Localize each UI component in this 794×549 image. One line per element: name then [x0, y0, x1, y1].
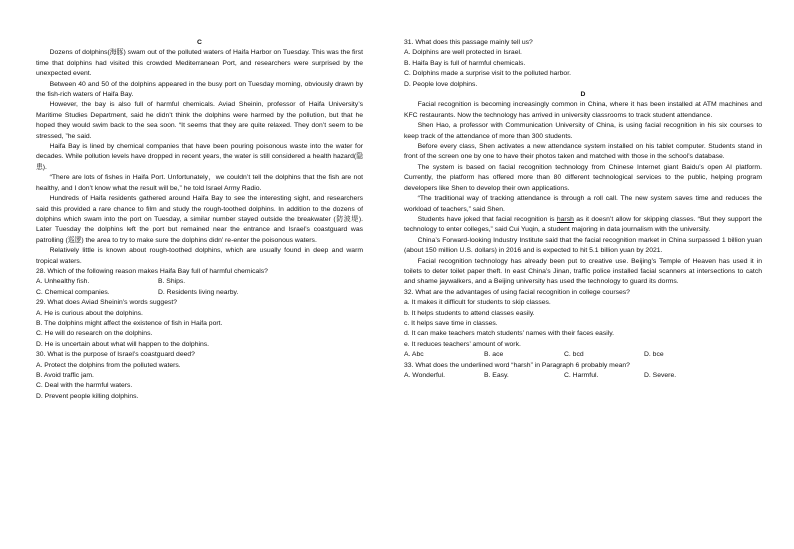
- option-d: D. He is uncertain about what will happen to the dolphins.: [36, 340, 210, 348]
- option-a: A. Abc: [404, 351, 424, 359]
- option-a: A. Wonderful.: [404, 372, 446, 379]
- question-33: 33. What does the underlined word “harsh” in Paragraph 6 probably mean?: [404, 361, 630, 369]
- option-d: D. Severe.: [644, 372, 677, 379]
- option-d: D. Prevent people killing dolphins.: [36, 392, 139, 400]
- option-a: A. Dolphins are well protected in Israel.: [404, 49, 522, 57]
- option-a: A. Protect the dolphins from the polluted waters.: [36, 361, 181, 369]
- option-c: C. Harmful.: [564, 372, 599, 379]
- harsh-text-after: as it doesn’t allow for skipping classes. “But they support the technology to enter colleges,” said Cui Yuqin, a student majoring in data journalism with the university.: [404, 215, 763, 234]
- option-a: A. He is curious about the dolphins.: [36, 309, 143, 317]
- option-c: C. Chemical companies.: [36, 288, 110, 296]
- option-b: B. ace: [484, 351, 504, 359]
- left-column: [36, 38, 363, 402]
- option-b: B. Haifa Bay is full of harmful chemicals.: [404, 59, 526, 67]
- passage-c-paragraph: However, the bay is also full of harmful chemicals. Aviad Sheinin, professor of Haifa University’s Maritime Studies Department, said he didn’t think the dolphins were harmed by the pollution, but that he hoped they would swim back to the sea soon. “It seems that they are quite relaxed. They don’t seem to be stressed, ”he said.: [36, 101, 363, 140]
- passage-d-paragraph: Facial recognition is becoming increasingly common in China, where it has been installed at ATM machines and KFC restaurants. Now the technology has arrived in university classrooms to track student attendance.: [404, 101, 762, 119]
- statement-c: c. It helps save time in classes.: [404, 319, 498, 327]
- question-33-options: [404, 371, 762, 381]
- question-28-options: [36, 288, 363, 298]
- option-d: D. People love dolphins.: [404, 80, 478, 88]
- passage-d-paragraph: The system is based on facial recognition technology from Chinese Internet giant Baidu’s open AI platform. Currently, the platform has offered more than 80 different technological services to the public, helping program developers like Shen to develop their own applications.: [404, 163, 762, 192]
- option-c: C. He will do research on the dolphins.: [36, 330, 153, 338]
- question-29: 29. What does Aviad Sheinin’s words suggest?: [36, 299, 178, 307]
- underlined-word-harsh: harsh: [556, 215, 574, 223]
- passage-c-paragraph: Hundreds of Haifa residents gathered around Haifa Bay to see the interesting sight, and researchers said this provided a rare chance to film and study the rough-toothed dolphins. In addition to the dozens of dolphins which swam into the port on Tuesday, a similar number stayed outside the breakwater (防波堤). Later Tuesday the dolphins left the port but remained near the entrance and Israel’s coastguard was patrolling (巡逻) the area to try to make sure the dolphins didn’ re-enter the poisonous waters.: [36, 195, 363, 244]
- passage-c-paragraph: Between 40 and 50 of the dolphins appeared in the busy port on Tuesday morning, obviously drawn by the fish-rich waters of Haifa Bay.: [36, 80, 363, 99]
- statement-d: d. It can make teachers match students’ names with their faces easily.: [404, 330, 615, 338]
- option-a: A. Unhealthy fish.: [36, 278, 90, 286]
- passage-c-paragraph: Dozens of dolphins(海豚) swam out of the polluted waters of Haifa Harbor on Tuesday. This was the first time that dolphins had visited this crowded Mediterranean Port, and researchers were surprised by the unexpected event.: [36, 49, 363, 78]
- statement-b: b. It helps students to attend classes easily.: [404, 309, 535, 317]
- statement-a: a. It makes it difficult for students to skip classes.: [404, 299, 551, 307]
- passage-d-paragraph: Shen Hao, a professor with Communication University of China, is using facial recognition in his six courses to keep track of the attendance of more than 300 students.: [404, 122, 762, 140]
- passage-d-paragraph: “The traditional way of tracking attendance is through a roll call. The new system saves time and reduces the workload of teachers,” said Shen.: [404, 195, 762, 213]
- option-b: B. Ships.: [158, 278, 186, 286]
- section-c-heading: C: [197, 39, 202, 46]
- option-c: C. Deal with the harmful waters.: [36, 382, 133, 390]
- option-b: B. The dolphins might affect the existence of fish in Haifa port.: [36, 319, 223, 327]
- passage-d-paragraph-harsh: [404, 215, 762, 236]
- option-d: D. bce: [644, 351, 664, 359]
- question-32: 32. What are the advantages of using facial recognition in college courses?: [404, 288, 630, 296]
- passage-d-paragraph: China’s Forward-looking Industry Institute said that the facial recognition market in China surpassed 1 billion yuan (about 150 million U.S. dollars) in 2016 and is expected to hit 5.1 billion yuan by 2021.: [404, 236, 762, 255]
- option-b: B. Easy.: [484, 372, 509, 379]
- option-c: C. Dolphins made a surprise visit to the polluted harbor.: [404, 70, 571, 78]
- passage-c-paragraph: Relatively little is known about rough-toothed dolphins, which are usually found in deep and warm tropical waters.: [36, 247, 363, 265]
- option-b: B. Avoid traffic jam.: [36, 372, 94, 379]
- question-32-options: [404, 350, 762, 360]
- harsh-text-before: Students have joked that facial recognition is: [417, 215, 557, 223]
- option-c: C. bcd: [564, 351, 584, 359]
- question-28-options: [36, 277, 363, 287]
- section-d-heading: D: [580, 91, 586, 99]
- option-d: D. Residents living nearby.: [158, 288, 239, 296]
- passage-c-paragraph: “There are lots of fishes in Haifa Port. Unfortunately，we couldn’t tell the dolphins that the fish are not healthy, and I don’t know what the result will be,” he told Israel Army Radio.: [36, 174, 363, 192]
- passage-d-paragraph: Facial recognition technology has already been put to creative use. Beijing’s Temple of Heaven has used it in toilets to deter toilet paper theft. In east China’s Jinan, traffic police installed facial scanners at intersections to catch and shame jaywalkers, and a Beijing university has used the technology to guard its dorms.: [404, 257, 762, 286]
- passage-c-paragraph: Haifa Bay is lined by chemical companies that have been pouring poisonous waste into the water for decades. While pollution levels have dropped in recent years, the water is still considered a health hazard(隐患).: [36, 143, 363, 171]
- question-31: 31. What does this passage mainly tell us?: [404, 39, 533, 46]
- question-30: 30. What is the purpose of Israel’s coastguard deed?: [36, 351, 195, 359]
- statement-e: e. It reduces teachers’ amount of work.: [404, 340, 521, 348]
- passage-d-paragraph: Before every class, Shen activates a new attendance system installed on his tablet computer. Students stand in front of the screen one by one to have their photos taken and matched with those in the school’s database.: [404, 143, 762, 161]
- question-28: 28. Which of the following reason makes Haifa Bay full of harmful chemicals?: [36, 267, 268, 275]
- right-column: [404, 38, 762, 381]
